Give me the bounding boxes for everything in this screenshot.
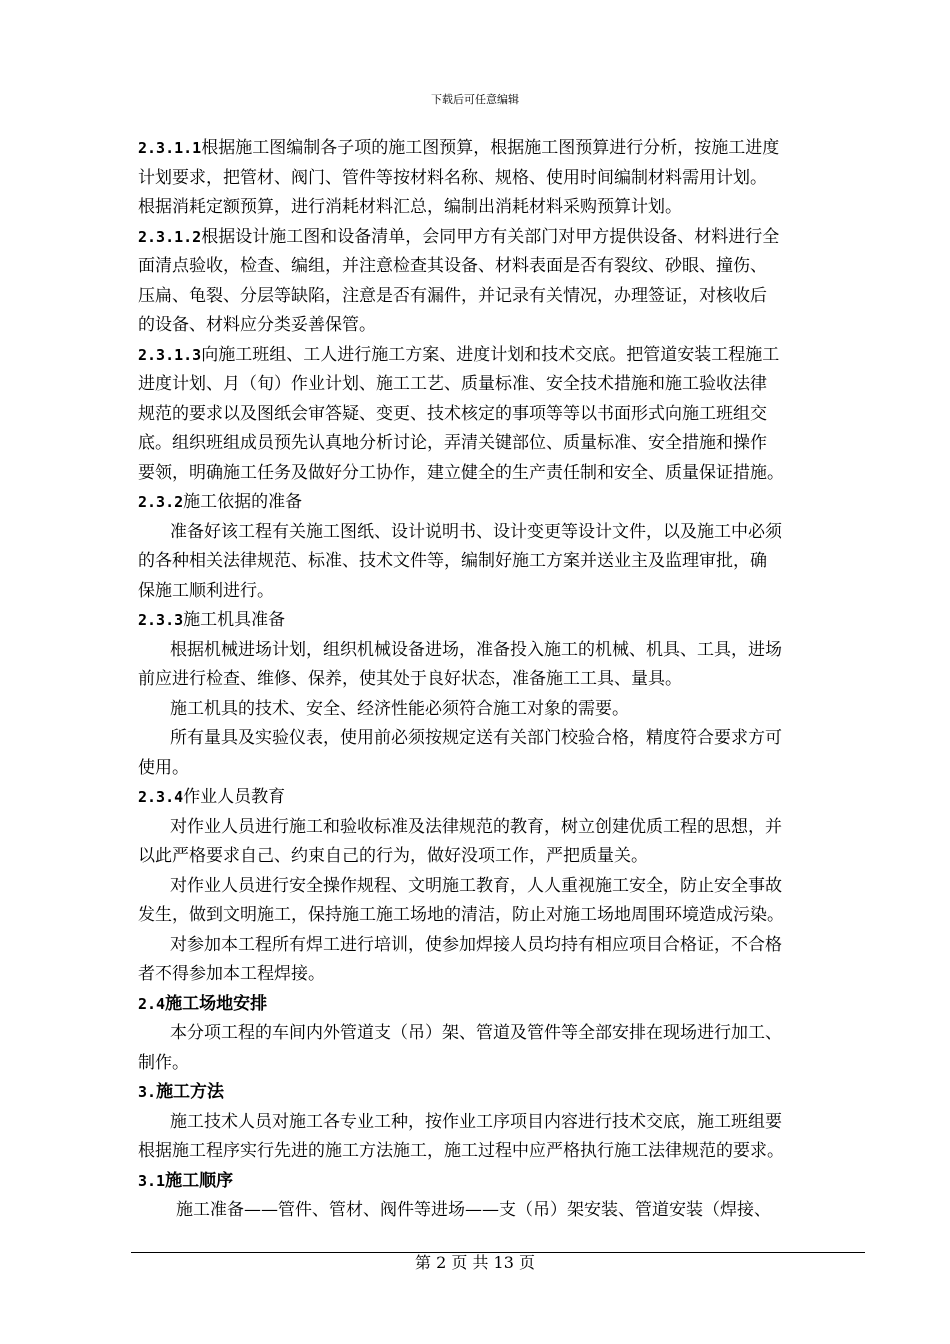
text-line	[138, 1049, 866, 1079]
section-number: 2.3.3	[138, 611, 184, 629]
line-text: 施工顺序	[165, 1170, 234, 1191]
text-line	[138, 754, 866, 784]
line-text: 施工机具的技术、安全、经济性能必须符合施工对象的需要。	[170, 698, 629, 719]
line-text: 压扁、龟裂、分层等缺陷，注意是否有漏件，并记录有关情况，办理签证，对核收后	[138, 285, 767, 306]
line-text: 的设备、材料应分类妥善保管。	[138, 315, 376, 335]
line-text: 要领，明确施工任务及做好分工协作，建立健全的生产责任制和安全、质量保证措施。	[138, 462, 784, 483]
line-text: 者不得参加本工程焊接。	[138, 964, 325, 984]
line-text: 底。组织班组成员预先认真地分析讨论，弄清关键部位、质量标准、安全措施和操作	[138, 433, 767, 453]
line-text: 根据施工程序实行先进的施工方法施工，施工过程中应严格执行施工法律规范的要求。	[138, 1141, 784, 1161]
text-line	[138, 193, 866, 223]
line-text: 发生，做到文明施工，保持施工施工场地的清洁，防止对施工场地周围环境造成污染。	[138, 905, 784, 925]
line-text: 前应进行检查、维修、保养，使其处于良好状态，准备施工工具、量具。	[138, 669, 682, 689]
section-number: 2.3.1.1	[138, 139, 202, 157]
text-line	[138, 547, 866, 577]
line-text: 施工依据的准备	[183, 492, 303, 512]
text-line	[138, 429, 866, 459]
line-text: 施工场地安排	[165, 993, 268, 1014]
section-heading-line	[138, 990, 866, 1020]
text-line	[138, 518, 866, 548]
section-number: 3.1	[138, 1171, 166, 1190]
line-text: 所有量具及实验仪表，使用前必须按规定送有关部门校验合格，精度符合要求方可	[170, 728, 782, 748]
section-heading-line	[138, 488, 866, 518]
section-number: 3.	[138, 1083, 157, 1101]
line-text: 本分项工程的车间内外管道支（吊）架、管道及管件等全部安排在现场进行加工、	[170, 1023, 782, 1043]
line-text: 以此严格要求自己、约束自己的行为，做好没项工作，严把质量关。	[138, 846, 648, 866]
text-line	[138, 1019, 866, 1049]
text-line	[138, 252, 866, 282]
text-line	[138, 813, 866, 843]
line-text: 进度计划、月（旬）作业计划、施工工艺、质量标准、安全技术措施和施工验收法律	[138, 374, 767, 394]
line-text: 面清点验收，检查、编组，并注意检查其设备、材料表面是否有裂纹、砂眼、撞伤、	[138, 256, 767, 276]
section-heading-line	[138, 223, 866, 253]
text-line	[138, 400, 866, 430]
line-text: 作业人员教育	[183, 787, 286, 807]
section-heading-line	[138, 783, 866, 813]
text-line	[138, 665, 866, 695]
section-number: 2.4	[138, 994, 166, 1013]
line-text: 向施工班组、工人进行施工方案、进度计划和技术交底。把管道安装工程施工	[201, 344, 780, 365]
text-line	[138, 636, 866, 666]
text-line	[138, 931, 866, 961]
text-line	[138, 577, 866, 607]
line-text: 计划要求，把管材、阀门、管件等按材料名称、规格、使用时间编制材料需用计划。	[138, 167, 767, 188]
text-line	[138, 370, 866, 400]
line-text: 施工技术人员对施工各专业工种，按作业工序项目内容进行技术交底，施工班组要	[170, 1111, 782, 1132]
page-header-note: 下载后可任意编辑	[431, 93, 519, 106]
line-text: 根据消耗定额预算，进行消耗材料汇总，编制出消耗材料采购预算计划。	[138, 197, 682, 217]
section-heading-line	[138, 341, 866, 371]
section-heading-line	[138, 606, 866, 636]
section-number: 2.3.1.3	[138, 345, 202, 364]
section-number: 2.3.1.2	[138, 227, 202, 246]
section-number: 2.3.4	[138, 788, 184, 806]
line-text: 使用。	[138, 757, 189, 778]
text-line	[138, 1108, 866, 1138]
text-line	[138, 164, 866, 194]
line-text: 对作业人员进行安全操作规程、文明施工教育，人人重视施工安全，防止安全事故	[170, 875, 782, 896]
text-line	[138, 842, 866, 872]
line-text: 对作业人员进行施工和验收标准及法律规范的教育，树立创建优质工程的思想，并	[170, 816, 782, 837]
text-line	[138, 311, 866, 341]
line-text: 根据机械进场计划，组织机械设备进场，准备投入施工的机械、机具、工具，进场	[170, 639, 782, 660]
text-line	[138, 1137, 866, 1167]
text-line	[138, 459, 866, 489]
text-line	[138, 282, 866, 312]
page-number: 第 2 页 共 13 页	[415, 1253, 535, 1272]
text-line	[138, 1196, 866, 1226]
line-text: 保施工顺利进行。	[138, 580, 274, 601]
text-line	[138, 724, 866, 754]
text-line	[138, 960, 866, 990]
section-heading-line	[138, 1078, 866, 1108]
line-text: 规范的要求以及图纸会审答疑、变更、技术核定的事项等等以书面形式向施工班组交	[138, 403, 767, 424]
line-text: 施工准备——管件、管材、阀件等进场——支（吊）架安装、管道安装（焊接、	[176, 1200, 771, 1220]
line-text: 的各种相关法律规范、标准、技术文件等，编制好施工方案并送业主及监理审批，确	[138, 551, 767, 571]
section-heading-line	[138, 134, 866, 164]
section-heading-line	[138, 1167, 866, 1197]
text-line	[138, 872, 866, 902]
line-text: 准备好该工程有关施工图纸、设计说明书、设计变更等设计文件，以及施工中必须	[170, 521, 782, 542]
line-text: 制作。	[138, 1052, 189, 1073]
line-text: 对参加本工程所有焊工进行培训，使参加焊接人员均持有相应项目合格证，不合格	[170, 934, 782, 955]
line-text: 施工方法	[156, 1082, 225, 1102]
text-line	[138, 695, 866, 725]
line-text: 施工机具准备	[183, 610, 286, 630]
section-number: 2.3.2	[138, 493, 184, 511]
line-text: 根据设计施工图和设备清单，会同甲方有关部门对甲方提供设备、材料进行全	[201, 226, 780, 247]
document-body	[138, 134, 866, 1226]
text-line	[138, 901, 866, 931]
line-text: 根据施工图编制各子项的施工图预算，根据施工图预算进行分析，按施工进度	[201, 138, 780, 158]
